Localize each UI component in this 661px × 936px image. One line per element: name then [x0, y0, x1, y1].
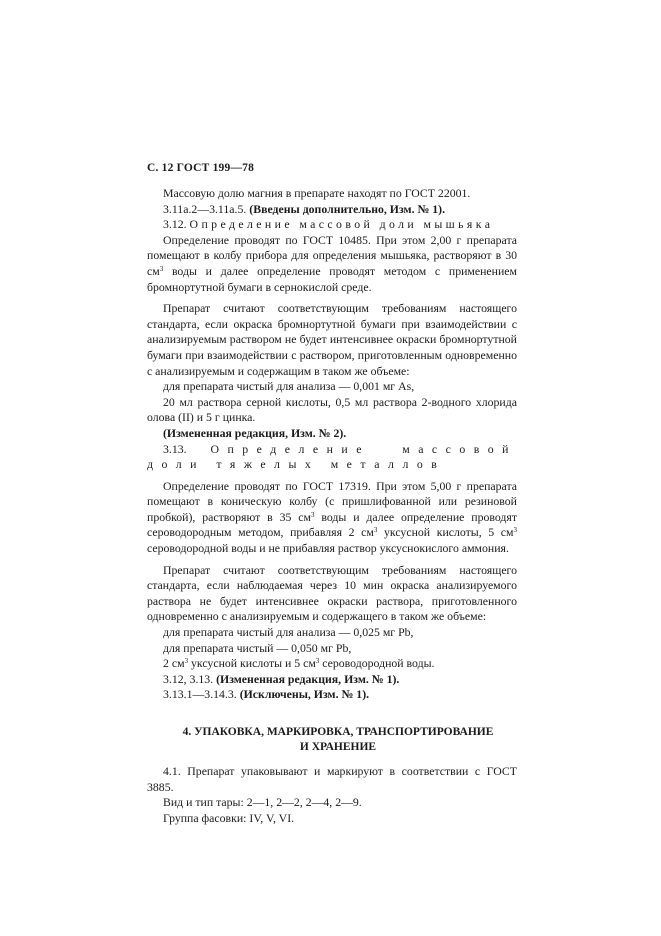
- text-run: Определение проводят по ГОСТ 17319. При этом 5,00 г препарата помещают в коническую колбу (с пришлифованной или резиновой пробкой), растворяют в 35 см: [147, 478, 517, 524]
- amendment-note: (Введены дополнительно, Изм. № 1).: [249, 201, 446, 216]
- section-title-line: И ХРАНЕНИЕ: [299, 740, 377, 753]
- paragraph: для препарата чистый для анализа — 0,001 мг As,: [163, 379, 415, 394]
- amendment-note: (Исключены, Изм. № 1).: [239, 687, 370, 702]
- clause-number: 3.13.: [163, 441, 187, 456]
- paragraph-amendment: [147, 672, 517, 688]
- paragraph-amendment: [147, 687, 517, 703]
- paragraph: [147, 479, 517, 557]
- clause-title: Определение массовой доли тяжелых металлов: [147, 441, 517, 472]
- text-run: воды и далее определение проводят методом с применением бромнортутной бумаги в сернокислой среде.: [147, 263, 517, 294]
- paragraph: Препарат считают соответствующим требованиям настоящего стандарта, если наблюдаемая через 10 мин окраска анализируемого раствора не будет интенсивнее окраски раствора, приготовленного одновременно с анализируемым и содержащего в таком же объеме:: [147, 562, 517, 624]
- clause-title: Определение массовой доли мышьяка: [189, 217, 494, 232]
- superscript: 3: [310, 510, 315, 519]
- paragraph: 4.1. Препарат упаковывают и маркируют в соответствии с ГОСТ 3885.: [147, 764, 517, 794]
- section-title-line: 4. УПАКОВКА, МАРКИРОВКА, ТРАНСПОРТИРОВАНИЕ: [182, 726, 494, 738]
- text-run: воды и далее определение проводят сероводородным методом, прибавляя 2 см: [147, 509, 517, 540]
- text-run: сероводородной воды и не прибавляя раствор уксуснокислого аммония.: [147, 541, 509, 556]
- text-run: сероводородной воды.: [319, 656, 435, 671]
- paragraph: [147, 233, 517, 295]
- clause-ref: 3.12, 3.13.: [163, 671, 214, 686]
- superscript: 3: [184, 657, 189, 666]
- superscript: 3: [373, 526, 378, 535]
- clause-number: 3.12.: [163, 217, 187, 232]
- text-run: 2 см: [163, 656, 185, 671]
- superscript: 3: [159, 264, 164, 273]
- paragraph: Вид и тип тары: 2—1, 2—2, 2—4, 2—9.: [163, 795, 362, 810]
- paragraph: [147, 656, 517, 672]
- superscript: 3: [513, 526, 517, 535]
- document-body: [147, 186, 517, 826]
- paragraph: Препарат считают соответствующим требованиям настоящего стандарта, если окраска бромнортутной бумаги при взаимодействии с анализируемым раствором не будет интенсивнее окраски бромнортутной бумаги при взаимодействии с раствором, приготовленным одновременно с анализируемым и содержащим в таком же объеме:: [147, 301, 517, 378]
- text-run: уксусной кислоты, 5 см: [377, 525, 514, 540]
- clause-heading: [147, 442, 517, 473]
- amendment-note: (Измененная редакция, Изм. № 2).: [163, 425, 347, 440]
- text-run: уксусной кислоты и 5 см: [188, 656, 316, 671]
- paragraph: Массовую долю магния в препарате находят по ГОСТ 22001.: [163, 186, 471, 200]
- superscript: 3: [315, 657, 320, 666]
- page-header: С. 12 ГОСТ 199—78: [147, 162, 255, 174]
- paragraph: 20 мл раствора серной кислоты, 0,5 мл раствора 2-водного хлорида олова (II) и 5 г цинка.: [147, 394, 517, 425]
- section-title: [147, 725, 517, 754]
- clause-ref: 3.13.1—3.14.3.: [163, 687, 237, 702]
- paragraph: Группа фасовки: IV, V, VI.: [163, 810, 295, 825]
- clause-ref: 3.11а.2—3.11а.5.: [163, 201, 247, 216]
- amendment-note: (Измененная редакция, Изм. № 1).: [216, 671, 400, 686]
- text-run: Определение проводят по ГОСТ 10485. При этом 2,00 г препарата помещают в колбу прибора для определения мышьяка, растворяют в 30 см: [147, 232, 517, 278]
- clause-heading: [147, 217, 517, 233]
- paragraph-amendment: [147, 202, 517, 218]
- paragraph: для препарата чистый для анализа — 0,025 мг Pb,: [163, 625, 414, 640]
- paragraph: для препарата чистый — 0,050 мг Pb,: [163, 640, 352, 655]
